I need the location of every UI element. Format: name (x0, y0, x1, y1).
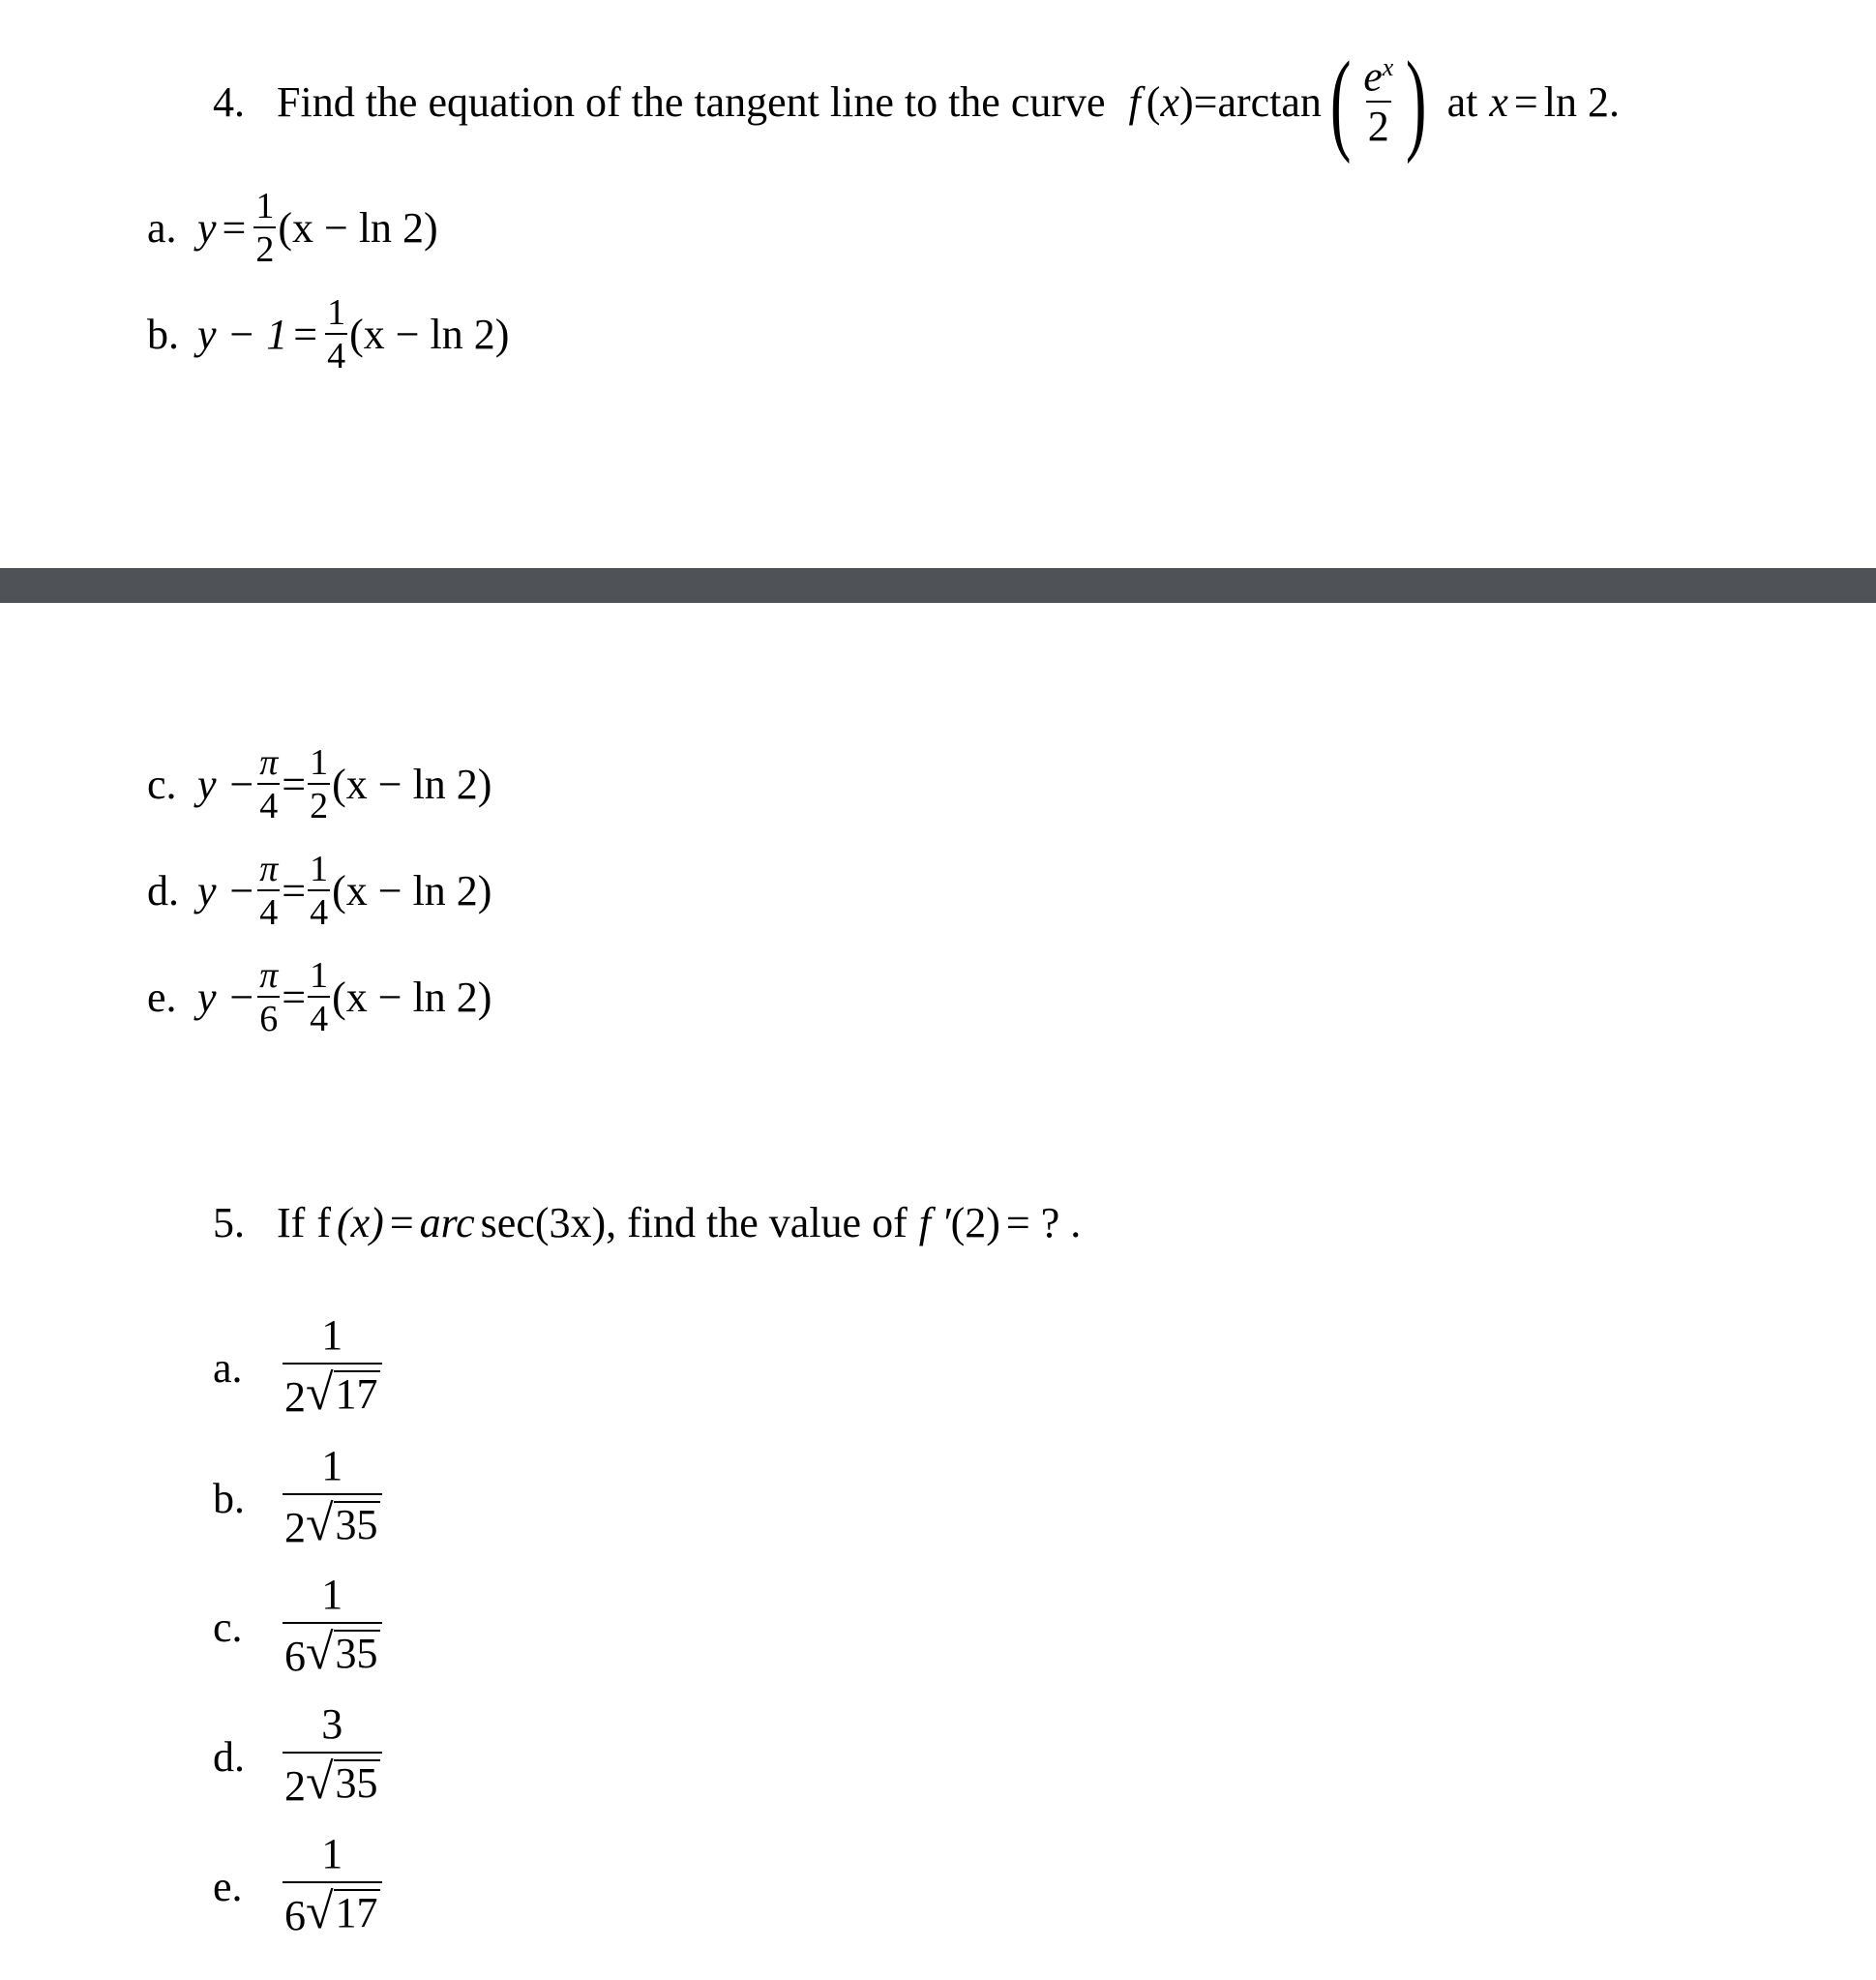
page-bottom (0, 603, 1876, 1980)
frac-denominator: 4 (325, 333, 347, 375)
square-root: √ 35 (306, 1496, 378, 1551)
frac-numerator: 1 (321, 1571, 343, 1618)
option-letter: a. (147, 203, 177, 252)
option-fraction (283, 1442, 382, 1551)
question-5 (213, 1188, 1081, 1256)
function-var: x (1160, 77, 1179, 126)
option-letter: a. (213, 1343, 243, 1392)
frac-numerator: 1 (310, 849, 329, 889)
page-top (0, 0, 1876, 568)
radicand: 35 (334, 1501, 380, 1551)
arc-label: arc (419, 1198, 475, 1246)
option-paren: (x − ln 2) (278, 203, 438, 252)
frac-numerator: 1 (321, 1442, 343, 1489)
option-lhs: y − (197, 867, 256, 915)
pi-denominator: 4 (257, 889, 280, 931)
option-letter: d. (213, 1732, 245, 1781)
page-divider (0, 568, 1876, 603)
frac-numerator: 1 (310, 742, 329, 783)
radicand: 35 (334, 1630, 380, 1680)
option-5e[interactable] (213, 1828, 384, 1944)
pi-denominator: 4 (257, 783, 280, 825)
frac-numerator: 1 (321, 1830, 343, 1877)
point-value: ln 2 (1543, 77, 1609, 126)
question-number: 4. (213, 77, 245, 126)
option-letter: d. (147, 867, 179, 915)
if-word: If (277, 1198, 306, 1246)
option-fraction (283, 1830, 382, 1939)
option-fraction (283, 1311, 382, 1421)
option-4b[interactable]: b. y − 1 = $\frac{1}{4}$ (x − ln 2) (147, 291, 510, 376)
question-4: 4. Find the equation of the tangent line to the curve f ( x ) = arctan ( $\frac{e^x}{2}$ ) at x = ln 2 . (213, 38, 1620, 165)
coefficient: 2 (284, 1504, 306, 1551)
radicand: 35 (334, 1759, 380, 1810)
option-5a[interactable] (213, 1309, 384, 1425)
at-word: at (1446, 77, 1478, 126)
option-paren: (x − ln 2) (349, 310, 510, 358)
coefficient: 2 (284, 1373, 306, 1421)
pi-symbol: π (259, 849, 279, 889)
frac-denominator: 4 (308, 889, 330, 931)
equals-sign: = (389, 1198, 414, 1246)
function-name: f (1128, 77, 1141, 126)
option-4c[interactable]: c. y − $\frac{\pi}{4}$ = $\frac{1}{2}$ (x − ln 2) (147, 742, 492, 826)
function-arg: (x) (336, 1198, 384, 1246)
pi-denominator: 6 (257, 996, 280, 1037)
question-text: , find the value of (606, 1198, 908, 1246)
coefficient: 6 (284, 1633, 306, 1680)
coefficient: 2 (284, 1762, 306, 1810)
square-root: √ 35 (306, 1755, 378, 1810)
square-root: √ 17 (306, 1884, 378, 1939)
square-root: √ 35 (306, 1625, 378, 1680)
arctan-fraction (1361, 52, 1395, 150)
option-letter: b. (213, 1474, 245, 1522)
frac-numerator: 1 (327, 291, 346, 333)
option-lhs: y (197, 203, 217, 252)
option-letter: c. (213, 1603, 243, 1651)
option-paren: (x − ln 2) (332, 761, 492, 808)
option-5b[interactable] (213, 1440, 384, 1556)
coefficient: 6 (284, 1892, 306, 1939)
question-text: Find the equation of the tangent line to the curve (277, 77, 1106, 126)
option-4a[interactable]: a. y = $\frac{1}{2}$ (x − ln 2) (147, 185, 438, 270)
frac-numerator: 1 (310, 955, 329, 996)
option-5c[interactable] (213, 1569, 384, 1685)
period: . (1608, 77, 1620, 126)
frac-denominator: 4 (308, 996, 330, 1037)
option-fraction (308, 744, 330, 825)
option-letter: c. (147, 761, 177, 808)
option-fraction (325, 291, 347, 376)
option-paren: (x − ln 2) (332, 867, 492, 915)
frac-exponent: x (1382, 53, 1394, 82)
option-fraction (308, 851, 330, 931)
frac-numerator: 1 (255, 185, 275, 226)
sec-label: sec (480, 1198, 535, 1246)
fprime-label: f ′ (918, 1198, 951, 1246)
frac-numerator: e (1363, 52, 1383, 101)
radicand: 17 (334, 1370, 380, 1421)
option-letter: e. (213, 1862, 243, 1910)
option-lhs: y − 1 (197, 310, 288, 358)
frac-denominator: 2 (1367, 102, 1389, 150)
question-number: 5. (213, 1198, 245, 1246)
option-4d[interactable]: d. y − $\frac{\pi}{4}$ = $\frac{1}{4}$ (x − ln 2) (147, 849, 492, 933)
option-letter: b. (147, 310, 179, 358)
option-paren: (x − ln 2) (332, 974, 492, 1021)
frac-numerator: 3 (321, 1700, 343, 1748)
pi-fraction (257, 851, 280, 931)
option-lhs: y − (197, 761, 256, 808)
option-lhs: y − (197, 974, 256, 1021)
arctan-label: arctan (1217, 77, 1322, 126)
fprime-arg: (2) (950, 1198, 1000, 1246)
equals-sign: = (1193, 77, 1218, 126)
option-letter: e. (147, 974, 177, 1021)
radicand: 17 (334, 1889, 380, 1939)
frac-numerator: 1 (321, 1311, 343, 1359)
option-fraction (283, 1700, 382, 1810)
frac-denominator: 2 (253, 226, 276, 268)
option-fraction (308, 957, 330, 1037)
pi-fraction (257, 744, 280, 825)
option-fraction (283, 1571, 382, 1680)
function-expression: f ( x ) = arctan ( $\frac{e^x}{2}$ ) (1128, 38, 1427, 165)
square-root: √ 17 (306, 1365, 378, 1421)
sec-arg: (3x) (534, 1198, 607, 1246)
pi-symbol: π (259, 955, 279, 996)
pi-fraction (257, 957, 280, 1037)
point-var: x (1489, 77, 1508, 126)
pi-symbol: π (259, 742, 279, 783)
option-fraction (253, 185, 276, 270)
function-name: f (316, 1198, 331, 1246)
option-5d[interactable] (213, 1698, 384, 1815)
option-4e[interactable]: e. y − $\frac{\pi}{6}$ = $\frac{1}{4}$ (x − ln 2) (147, 955, 492, 1039)
frac-denominator: 2 (308, 783, 330, 825)
question-end: = ? . (1005, 1198, 1082, 1246)
